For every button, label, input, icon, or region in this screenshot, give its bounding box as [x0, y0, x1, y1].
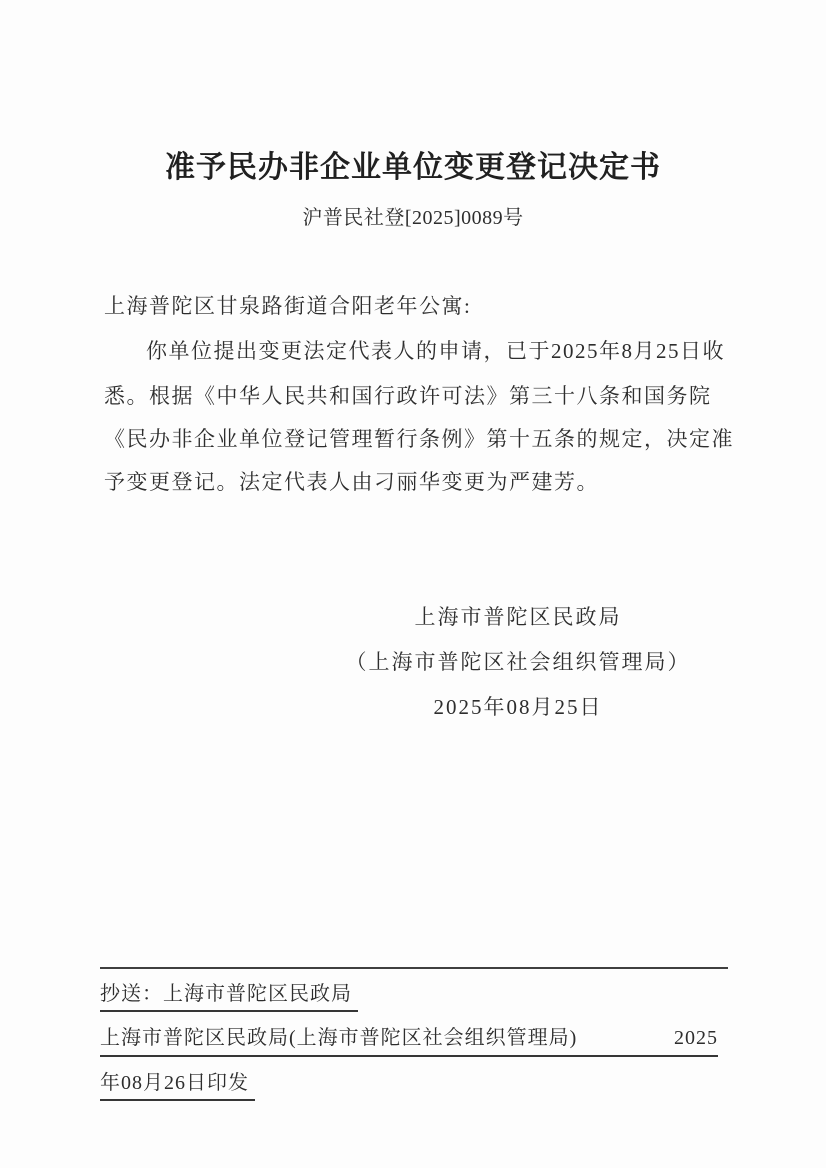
body-line: 你单位提出变更法定代表人的申请，已于2025年8月25日收: [146, 339, 725, 363]
signature-block: [338, 595, 698, 730]
signature-org: 上海市普陀区民政局: [414, 605, 622, 629]
body-line: 悉。根据《中华人民共和国行政许可法》第三十八条和国务院: [104, 384, 712, 408]
document-number: 沪普民社登[2025]0089号: [302, 207, 524, 229]
signature-date: 2025年08月25日: [433, 695, 603, 719]
footer-issuer-text: 上海市普陀区民政局(上海市普陀区社会组织管理局): [100, 1027, 578, 1049]
footer-issuer-year: 2025: [674, 1027, 718, 1049]
body-line: 《民办非企业单位登记管理暂行条例》第十五条的规定，决定准: [104, 427, 734, 451]
body-line: 予变更登记。法定代表人由刁丽华变更为严建芳。: [104, 470, 599, 494]
footer-cc-line: 抄送：上海市普陀区民政局: [100, 977, 358, 1012]
signature-org-alt: （上海市普陀区社会组织管理局）: [345, 650, 691, 674]
document-title: 准予民办非企业单位变更登记决定书: [165, 151, 661, 184]
footer-issuer-line: [100, 1021, 718, 1057]
footer-issue-date-line: 年08月26日印发: [100, 1066, 255, 1101]
footer-divider: [100, 967, 728, 969]
addressee-line: 上海普陀区甘泉路街道合阳老年公寓:: [104, 294, 472, 318]
